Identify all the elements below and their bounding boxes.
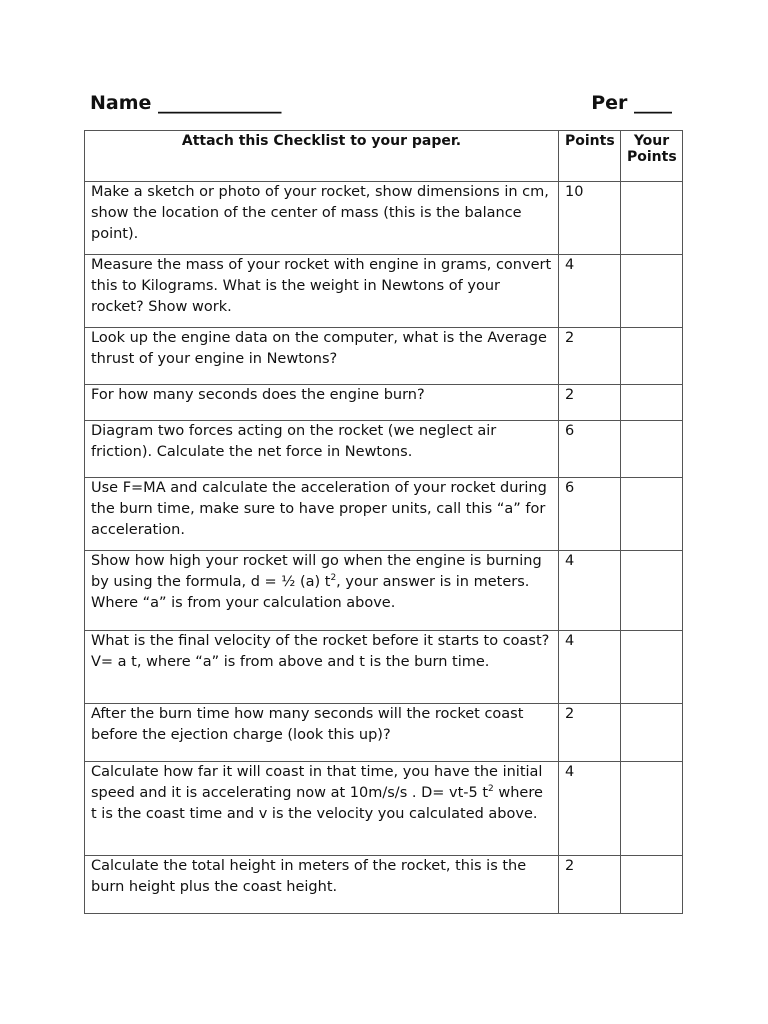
your-points-cell[interactable] [621,255,683,328]
task-cell: Diagram two forces acting on the rocket (we neglect air friction). Calculate the net force in Newtons. [85,421,559,478]
task-column-header: Attach this Checklist to your paper. [85,131,559,182]
task-text-part: , your answer is in meters. Where “a” is from your calculation above. [91,574,530,611]
task-cell [85,762,559,856]
task-cell [85,551,559,631]
points-cell: 6 [559,421,621,478]
task-cell: Measure the mass of your rocket with engine in grams, convert this to Kilograms. What is the weight in Newtons of your rocket? Show work. [85,255,559,328]
your-points-cell[interactable] [621,631,683,704]
your-points-cell[interactable] [621,182,683,255]
task-cell: Look up the engine data on the computer, what is the Average thrust of your engine in Newtons? [85,328,559,385]
points-cell: 6 [559,478,621,551]
task-cell: Make a sketch or photo of your rocket, show dimensions in cm, show the location of the center of mass (this is the balance point). [85,182,559,255]
your-points-cell[interactable] [621,551,683,631]
table-row [85,255,683,328]
period-field-label: Per ____ [591,92,672,114]
points-cell: 4 [559,551,621,631]
exponent: 2 [330,573,337,584]
your-points-cell[interactable] [621,478,683,551]
table-row [85,704,683,762]
your-points-cell[interactable] [621,856,683,914]
worksheet-header [90,90,672,118]
table-row [85,478,683,551]
task-cell: Calculate the total height in meters of the rocket, this is the burn height plus the coast height. [85,856,559,914]
table-header-row [85,131,683,182]
table-row [85,385,683,421]
task-cell: For how many seconds does the engine burn? [85,385,559,421]
your-points-cell[interactable] [621,704,683,762]
points-column-header: Points [559,131,621,182]
points-cell: 2 [559,856,621,914]
points-cell: 2 [559,704,621,762]
table-row [85,856,683,914]
table-row [85,328,683,385]
task-cell: Use F=MA and calculate the acceleration of your rocket during the burn time, make sure to have proper units, call this “a” for acceleration. [85,478,559,551]
task-cell: What is the final velocity of the rocket before it starts to coast? V= a t, where “a” is from above and t is the burn time. [85,631,559,704]
your-points-column-header: Your Points [621,131,683,182]
table-row [85,421,683,478]
points-cell: 4 [559,631,621,704]
your-points-cell[interactable] [621,385,683,421]
task-text-part: where t is the coast time and v is the velocity you calculated above. [91,785,543,822]
points-cell: 4 [559,762,621,856]
task-cell: After the burn time how many seconds will the rocket coast before the ejection charge (look this up)? [85,704,559,762]
name-field-label: Name _____________ [90,92,282,114]
your-points-cell[interactable] [621,421,683,478]
points-cell: 2 [559,328,621,385]
points-cell: 10 [559,182,621,255]
table-row [85,631,683,704]
checklist-table [84,130,683,914]
points-cell: 4 [559,255,621,328]
table-row [85,182,683,255]
exponent: 2 [488,784,494,795]
your-points-cell[interactable] [621,328,683,385]
table-row [85,551,683,631]
points-cell: 2 [559,385,621,421]
your-points-cell[interactable] [621,762,683,856]
task-text-part: Calculate how far it will coast in that time, you have the initial speed and it is accelerating now at 10m/s/s . D= vt-5 t [91,764,543,801]
task-text-part: Show how high your rocket will go when the engine is burning by using the formula, d = ½ (a) t [91,553,542,590]
table-row [85,762,683,856]
